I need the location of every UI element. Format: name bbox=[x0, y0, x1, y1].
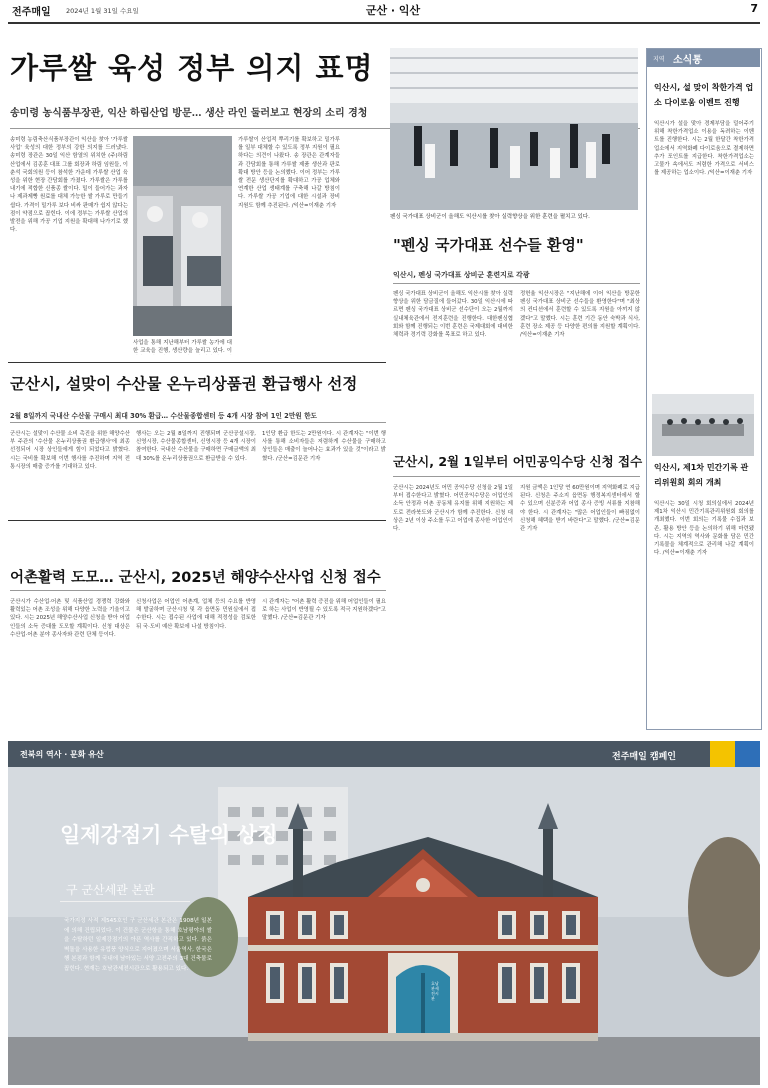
sidebar-story1-body: 익산시가 설을 맞아 경제부담을 덜어주기 위해 착한가격업소 이용을 독려하는 이벤트를 진행한다. 시는 2월 한달간 착한가격업소에서 지역화폐 다이로움으로 결제하면 추가 포인트를 지급한다. 착한가격업소는 고물가 속에서도 저렴한 가격으로 서비스를 제공하는 업소이다. /익산=이재춘 기자 bbox=[654, 121, 754, 177]
fencing-subhead-rule bbox=[393, 283, 640, 284]
main-col-2b bbox=[236, 136, 237, 137]
fishery-col-1: 군산시가 수산업·어촌 및 식품산업 경쟁력 강화와 활력있는 어촌 조성을 위해 다양한 노력을 기울이고 있다. 시는 2025년 해양수산사업 신청을 받아 어업인들의 소득 증대를 도모할 계획이다. 신청 대상은 수산업·어촌 분야 종사자와 관련 단체 등이다. bbox=[10, 599, 130, 638]
fencing-gym-photo-icon bbox=[390, 48, 638, 210]
culture-subtitle: 구 군산세관 본관 bbox=[66, 883, 155, 897]
sidebar-label-region: 지역 bbox=[653, 56, 665, 63]
fishery-headline-rule bbox=[10, 590, 386, 591]
onnuri-col-3: 1인당 환급 한도는 2만원이다. 시 관계자는 "이번 행사를 통해 소비자들은 저렴하게 수산물을 구매하고 상인들은 매출이 늘어나는 효과가 있을 것"이라고 밝혔다. /군산=김문관 기자 bbox=[262, 431, 386, 462]
fencing-headline: "펜싱 국가대표 선수들 환영" bbox=[393, 236, 584, 254]
fishing-ship-headline-rule bbox=[393, 476, 640, 477]
fencing-photo-caption: 펜싱 국가대표 상비군이 올해도 익산시를 찾아 실력향상을 위한 훈련을 펼치고 있다. bbox=[390, 214, 590, 220]
onnuri-col-2: 행사는 오는 2월 8일까지 진행되며 군산공설시장, 신영시장, 수산물종합센터, 신영시장 등 4개 시장이 참여한다. 국내산 수산물을 구매하면 구매금액의 최대 30%를 온누리상품권으로 환급받을 수 있다. bbox=[136, 431, 256, 462]
sidebar-label-news: 소식통 bbox=[673, 55, 702, 66]
sidebar-photo bbox=[652, 394, 754, 456]
sidebar-label-bar bbox=[647, 49, 760, 67]
sidebar-story1-headline: 익산시, 설 맞이 착한가격 업소 다이로움 이벤트 진행 bbox=[654, 83, 754, 107]
sidebar-story2-body: 익산시는 30일 시청 회의실에서 2024년 제1차 익산시 민간기록관리위원회 회의를 개최했다. 이번 회의는 기록물 수집과 보존, 활용 방안 등을 논의하기 위해 마련됐다. 시는 지역의 역사와 문화를 담은 민간 기록물을 체계적으로 관리해 나갈 계획이다. /익산=이재춘 기자 bbox=[654, 501, 754, 557]
fishery-col-3: 시 관계자는 "어촌 활력 증진을 위해 어업인들이 필요로 하는 사업이 반영될 수 있도록 적극 지원하겠다"고 말했다. /군산=김문관 기자 bbox=[262, 599, 386, 622]
onnuri-col-1: 군산시는 설맞이 수산물 소비 촉진을 위한 해양수산부 주관의 '수산물 온누리상품권 환급행사'에 최종 선정되어 시장 상인들에게 힘이 되었다고 밝혔다. 시는 국비를 확보해 이번 행사를 추진하며 지역 전통시장의 매출 증가를 기대하고 있다. bbox=[10, 431, 130, 470]
onnuri-subhead-rule bbox=[10, 422, 386, 423]
main-headline: 가루쌀 육성 정부 의지 표명 bbox=[10, 51, 374, 85]
onnuri-subhead: 2월 8일까지 국내산 수산물 구매시 최대 30% 환급… 수산물종합센터 등 4개 시장 참여 1인 2만원 한도 bbox=[10, 412, 317, 420]
fishing-ship-col-2: 지원 금액은 1인당 연 60만원이며 지역화폐로 지급된다. 신청은 주소지 읍면동 행정복지센터에서 할 수 있으며 신분증과 어업 종사 증빙 서류를 지참해야 한다. 시 관계자는 "많은 어업인들이 빠짐없이 신청해 혜택을 받기 바란다"고 말했다. /군산=김문관 기자 bbox=[520, 485, 640, 533]
culture-section bbox=[8, 741, 760, 1085]
masthead bbox=[8, 0, 760, 22]
main-photo bbox=[133, 136, 232, 336]
main-col-1: 송미령 농림축산식품부장관이 익산을 찾아 '가루쌀 사업' 육성의 대한 정부의 강한 의지를 드러냈다. 송미령 장관은 30일 익산 함열의 위치한 (주)하림산업에서 김종훈 대표 그룹 회장과 하림 임원들, 이춘석 국회의원 등이 참석한 가운데 가루쌀 산업 육성을 위한 현장 간담회를 가졌다. 가루쌀은 가루를 내기에 적합한 신품종 쌀이다. 밀이 들어가는 과자나 제과제빵 원료를 대체 가능한 쌀 가루로 만들기 쉽다. 가격이 밀가루 보다 비싸 판매가 쉽지 않다는 점이 약점으로 꼽힌다. 이에 정부는 가루쌀 산업의 발전을 위해 가공 기업 지원을 확대해 나가기로 했다. bbox=[10, 137, 128, 234]
fencing-col-2: 정헌율 익산시장은 "지난해에 이어 익산을 방문한 펜싱 국가대표 상비군 선수들을 환영한다"며 "최상의 컨디션에서 훈련할 수 있도록 지원을 아끼지 않겠다"고 말했다. 시는 훈련 기간 동안 숙박과 식사, 훈련 장소 제공 등 다양한 편의를 지원할 계획이다. /익산=이재춘 기자 bbox=[520, 291, 640, 339]
culture-subtitle-rule bbox=[60, 901, 190, 902]
main-col-2: 사업을 통해 지난해부터 가루쌀 농가에 대한 교육을 진행, 생산량을 늘리고 있다. 이 bbox=[133, 340, 232, 355]
fencing-col-1: 펜싱 국가대표 상비군이 올해도 익산시를 찾아 실력향상을 위한 담금질에 들어갔다. 30일 익산시에 따르면 펜싱 국가대표 상비군 선수단이 오는 2월까지 실내체육관에서 전지훈련을 진행한다. 대한펜싱협회와 함께 진행되는 이번 훈련은 국제대회에 대비한 체력과 경기력 강화를 목표로 하고 있다. bbox=[393, 291, 513, 339]
issue-date: 2024년 1월 31일 수요일 bbox=[66, 7, 139, 15]
campaign-label: 전주매일 캠페인 bbox=[612, 752, 676, 762]
page-number: 7 bbox=[750, 2, 758, 15]
onnuri-top-rule bbox=[8, 362, 386, 363]
fishery-headline: 어촌활력 도모… 군산시, 2025년 해양수산사업 신청 접수 bbox=[10, 570, 381, 586]
culture-label: 전북의 역사 · 문화 유산 bbox=[20, 750, 104, 759]
fishery-top-rule bbox=[8, 520, 386, 521]
meeting-room-photo-icon bbox=[652, 394, 754, 456]
onnuri-headline: 군산시, 설맞이 수산물 온누리상품권 환급행사 선정 bbox=[10, 375, 358, 393]
sidebar-story2-headline: 익산시, 제1차 민간기록 관리위원회 회의 개최 bbox=[654, 463, 749, 487]
door-sign: 호남관세전시관 bbox=[431, 981, 439, 1001]
main-subhead: 송미령 농식품부장관, 익산 하림산업 방문… 생산 라인 둘러보고 현장의 소리 경청 bbox=[10, 108, 368, 119]
fencing-subhead: 익산시, 펜싱 국가대표 상비군 훈련지로 각광 bbox=[393, 271, 530, 279]
fishing-ship-headline: 군산시, 2월 1일부터 어민공익수당 신청 접수 bbox=[393, 454, 643, 469]
culture-title: 일제강점기 수탈의 상징 bbox=[60, 822, 278, 847]
fishery-col-2: 신청사업은 어업인 어촌계, 업체 등의 수요를 반영해 발굴하며 군산시청 및 각 읍면동 민원실에서 접수한다. 시는 접수된 사업에 대해 적정성을 검토한 뒤 국·도비 예산 확보에 나설 방침이다. bbox=[136, 599, 256, 630]
main-col-3: 가루쌀이 산업적 뿌리기를 확보하고 밀가루를 일부 대체할 수 있도록 정부 지원이 필요하다는 의견이 나왔다. 송 장관은 관계자들과 간담회를 통해 가루쌀 제품 생산과 판로 확대 방안 등을 논의했다. 이어 정부는 가루쌀 전문 생산단지를 확대하고 가공 업체와 연계한 산업 생태계를 구축해 나갈 방침이다. 가루쌀 가공 기업에 대한 시설과 장비 지원도 함께 추진된다. /익산=이재춘 기자 bbox=[238, 137, 340, 209]
fishing-ship-col-1: 군산시는 2024년도 어민 공익수당 신청을 2월 1일부터 접수한다고 밝혔다. 어민공익수당은 어업인의 소득 안정과 어촌 공동체 유지를 위해 지원하는 제도로 전라북도와 군산시가 함께 추진한다. 신청 대상은 2년 이상 주소를 두고 어업에 종사한 어업인이다. bbox=[393, 485, 513, 533]
section-name: 군산 · 익산 bbox=[365, 4, 421, 17]
culture-body: 국가지정 사적 제545호인 구 군산세관 본관은 1908년 일본에 의해 건립되었다. 이 건물은 군산항을 통해 호남평야의 쌀을 수탈하던 일제강점기의 아픈 역사를 간직하고 있다. 붉은 벽돌을 사용한 유럽풍 양식으로 지어졌으며 서울역사, 한국은행 본점과 함께 국내에 남아있는 서양 고전주의 3대 건축물로 꼽힌다. 현재는 호남관세전시관으로 활용되고 있다. bbox=[64, 918, 212, 972]
factory-workers-photo-icon bbox=[133, 136, 232, 336]
header-rule bbox=[8, 22, 760, 24]
paper-name: 전주매일 bbox=[12, 7, 51, 18]
fencing-photo bbox=[390, 48, 638, 210]
